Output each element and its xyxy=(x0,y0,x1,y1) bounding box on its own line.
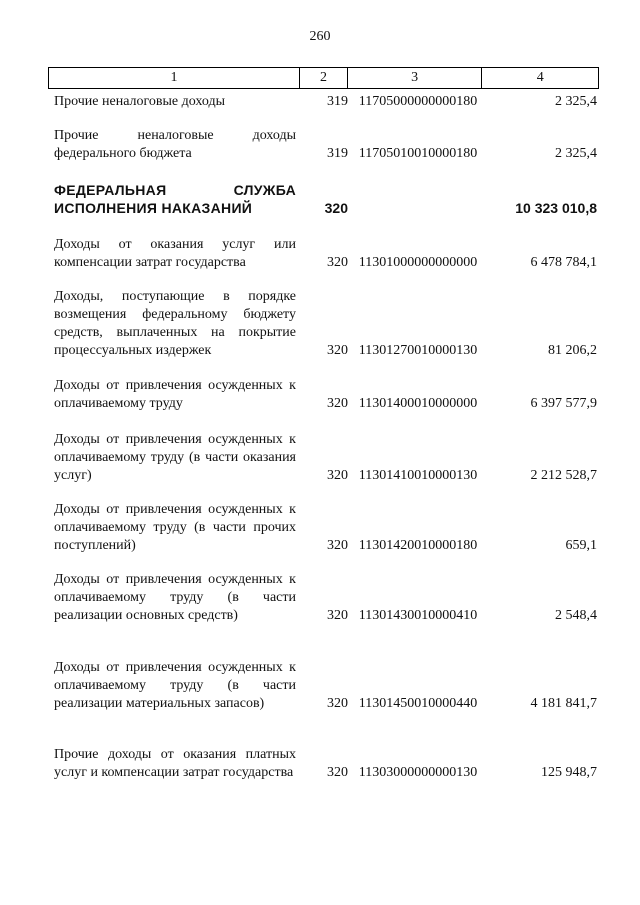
header-col-3: 3 xyxy=(348,68,483,88)
row-description: Доходы от привлечения осужденных к оплачиваемому труду (в части реализации основных средств) xyxy=(54,572,296,623)
row-admin-code: 320 xyxy=(327,255,348,270)
table-row xyxy=(48,236,599,272)
row-amount: 4 181 841,7 xyxy=(530,696,597,711)
row-budget-code: 11301400010000000 xyxy=(358,396,478,411)
row-budget-code: 11301000000000000 xyxy=(358,255,478,270)
row-budget-code: 11303000000000130 xyxy=(358,765,478,780)
row-admin-code: 320 xyxy=(324,200,348,216)
row-amount: 6 397 577,9 xyxy=(530,396,597,411)
row-description: Доходы от привлечения осужденных к оплачиваемому труду xyxy=(54,378,296,411)
row-amount: 659,1 xyxy=(565,538,597,553)
row-budget-code: 11301430010000410 xyxy=(358,608,478,623)
row-admin-code: 320 xyxy=(327,396,348,411)
row-description: Доходы от привлечения осужденных к оплачиваемому труду (в части реализации материальных запасов) xyxy=(54,660,296,711)
table-row-section xyxy=(48,181,599,217)
row-amount: 2 325,4 xyxy=(555,146,597,161)
row-description: Доходы от привлечения осужденных к оплачиваемому труду (в части прочих поступлений) xyxy=(54,502,296,553)
row-admin-code: 319 xyxy=(327,94,348,109)
row-budget-code: 11301410010000130 xyxy=(358,468,478,483)
row-admin-code: 320 xyxy=(327,468,348,483)
row-description: Доходы, поступающие в порядке возмещения федеральному бюджету средств, выплаченных на покрытие процессуальных издержек xyxy=(54,289,296,358)
table-row xyxy=(48,431,599,485)
row-budget-code: 11301270010000130 xyxy=(358,343,478,358)
row-budget-code: 11705000000000180 xyxy=(358,94,478,109)
row-admin-code: 319 xyxy=(327,146,348,161)
row-admin-code: 320 xyxy=(327,608,348,623)
header-col-4: 4 xyxy=(536,70,544,85)
table-row xyxy=(48,288,599,360)
row-amount: 6 478 784,1 xyxy=(530,255,597,270)
section-title: ФЕДЕРАЛЬНАЯ СЛУЖБА ИСПОЛНЕНИЯ НАКАЗАНИЙ xyxy=(54,182,296,216)
row-amount: 81 206,2 xyxy=(548,343,597,358)
row-amount: 2 212 528,7 xyxy=(530,468,597,483)
page-number: 260 xyxy=(309,29,331,44)
row-admin-code: 320 xyxy=(327,696,348,711)
row-admin-code: 320 xyxy=(327,343,348,358)
row-amount: 10 323 010,8 xyxy=(515,200,597,216)
table-row xyxy=(48,659,599,713)
row-description: Прочие неналоговые доходы федерального бюджета xyxy=(54,128,296,161)
table-row xyxy=(48,127,599,163)
row-description: Доходы от оказания услуг или компенсации затрат государства xyxy=(54,237,296,270)
row-amount: 2 325,4 xyxy=(555,94,597,109)
table-row xyxy=(48,501,599,555)
row-amount: 2 548,4 xyxy=(555,608,597,623)
row-description: Прочие неналоговые доходы xyxy=(54,94,226,109)
row-admin-code: 320 xyxy=(327,538,348,553)
table-row xyxy=(48,746,599,782)
table-row xyxy=(48,571,599,625)
row-budget-code: 11705010010000180 xyxy=(358,146,478,161)
row-budget-code: 11301450010000440 xyxy=(358,696,478,711)
row-description: Прочие доходы от оказания платных услуг и компенсации затрат государства xyxy=(54,747,296,780)
row-budget-code: 11301420010000180 xyxy=(358,538,478,553)
row-amount: 125 948,7 xyxy=(541,765,597,780)
table-row xyxy=(48,377,599,413)
header-col-1: 1 xyxy=(49,68,300,88)
row-admin-code: 320 xyxy=(327,765,348,780)
row-description: Доходы от привлечения осужденных к оплачиваемому труду (в части оказания услуг) xyxy=(54,432,296,483)
table-row xyxy=(48,93,599,111)
header-col-2: 2 xyxy=(300,68,348,88)
table-header xyxy=(48,67,599,89)
